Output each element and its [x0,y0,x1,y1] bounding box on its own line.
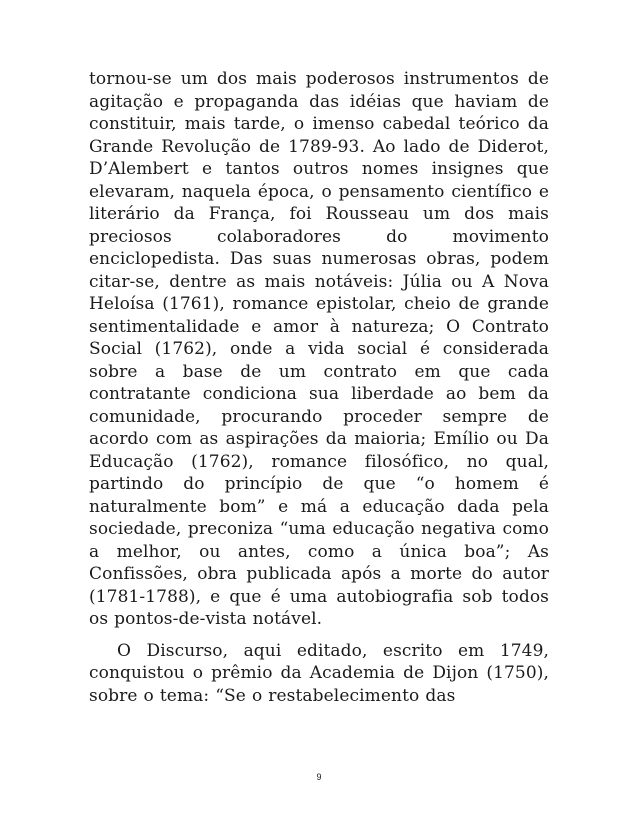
body-paragraph-1: tornou-se um dos mais poderosos instrumentos de agitação e propaganda das idéias que haviam de constituir, mais tarde, o imenso cabedal teórico da Grande Revolução de 1789-93. Ao lado de Diderot, D’Alembert e tantos outros nomes insignes que elevaram, naquela época, o pensamento científico e literário da França, foi Rousseau um dos mais preciosos colaboradores do movimento enciclopedista. Das suas numerosas obras, podem citar-se, dentre as mais notáveis: Júlia ou A Nova Heloísa (1761), romance epistolar, cheio de grande sentimentalidade e amor à natureza; O Contrato Social (1762), onde a vida social é considerada sobre a base de um contrato em que cada contratante condiciona sua liberdade ao bem da comunidade, procurando proceder sempre de acordo com as aspirações da maioria; Emílio ou Da Educação (1762), romance filosófico, no qual, partindo do princípio de que “o homem é naturalmente bom” e má a educação dada pela sociedade, preconiza “uma educação negativa como a melhor, ou antes, como a única boa”; As Confissões, obra publicada após a morte do autor (1781-1788), e que é uma autobiografia sob todos os pontos-de-vista notável. [89,69,549,629]
page-number: 9 [316,772,322,782]
page-body [89,68,549,707]
body-paragraph-2: O Discurso, aqui editado, escrito em 1749, conquistou o prêmio da Academia de Dijon (1750), sobre o tema: “Se o restabelecimento das [89,640,549,706]
